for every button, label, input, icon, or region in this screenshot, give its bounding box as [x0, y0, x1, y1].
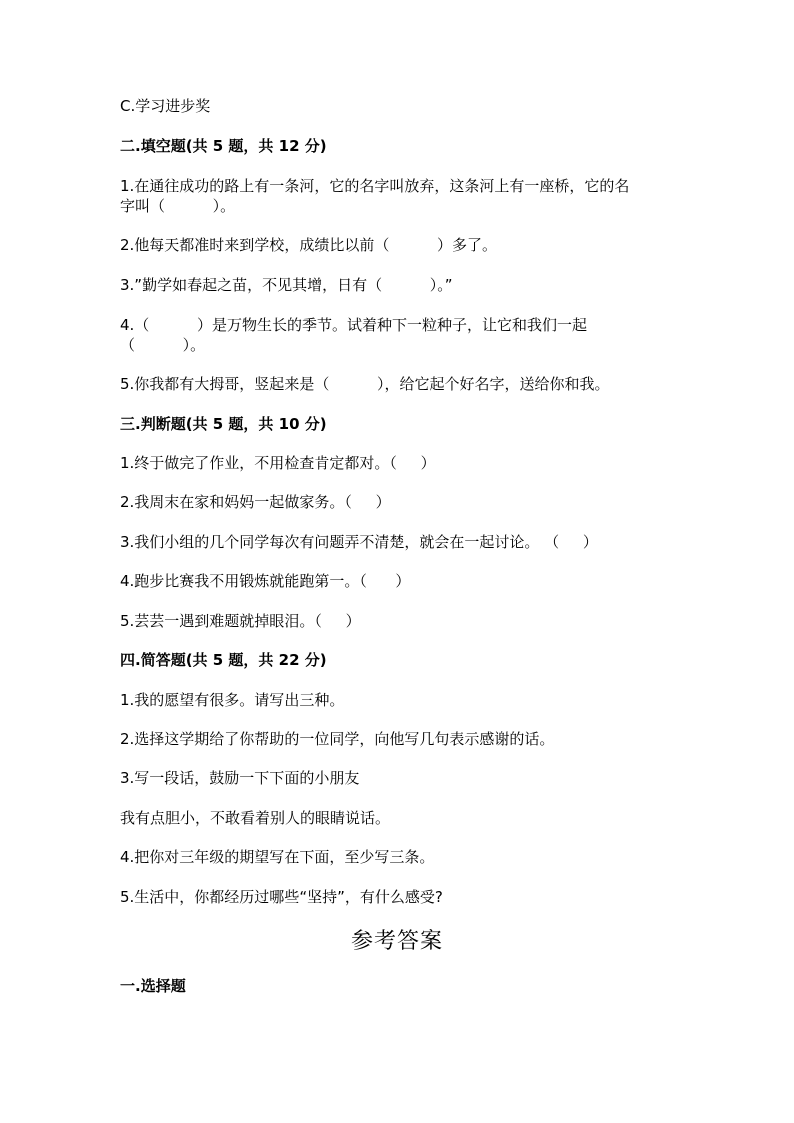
- judge-question-2: 2.我周末在家和妈妈一起做家务。（ ）: [120, 493, 391, 511]
- judge-question-3: 3.我们小组的几个同学每次有问题弄不清楚，就会在一起讨论。 （ ）: [120, 533, 598, 551]
- answers-section-1-heading: 一.选择题: [120, 977, 186, 995]
- fill-question-2: 2.他每天都准时来到学校，成绩比以前（ ）多了。: [120, 236, 497, 254]
- judge-question-5: 5.芸芸一遇到难题就掉眼泪。（ ）: [120, 612, 361, 630]
- short-question-4: 4.把你对三年级的期望写在下面，至少写三条。: [120, 848, 435, 866]
- short-section-heading: 四.简答题(共 5 题，共 22 分): [120, 651, 327, 669]
- judge-section-heading: 三.判断题(共 5 题，共 10 分): [120, 415, 327, 433]
- judge-question-1: 1.终于做完了作业，不用检查肯定都对。（ ）: [120, 454, 436, 472]
- short-question-5: 5.生活中，你都经历过哪些“坚持”，有什么感受?: [120, 888, 443, 906]
- judge-question-4: 4.跑步比赛我不用锻炼就能跑第一。（ ）: [120, 572, 411, 590]
- fill-question-1-line-1: 1.在通往成功的路上有一条河，它的名字叫放弃，这条河上有一座桥，它的名: [120, 177, 630, 195]
- fill-question-4-line-1: 4.（ ）是万物生长的季节。试着种下一粒种子，让它和我们一起: [120, 316, 587, 334]
- short-question-3-detail: 我有点胆小，不敢看着别人的眼睛说话。: [120, 809, 391, 827]
- short-question-1: 1.我的愿望有很多。请写出三种。: [120, 691, 345, 709]
- option-c: C.学习进步奖: [120, 97, 211, 115]
- fill-section-heading: 二.填空题(共 5 题，共 12 分): [120, 137, 327, 155]
- fill-question-3: 3.”勤学如春起之苗，不见其增，日有（ ）。”: [120, 276, 453, 294]
- answers-title: 参考答案: [350, 929, 443, 954]
- short-question-3: 3.写一段话，鼓励一下下面的小朋友: [120, 769, 360, 787]
- fill-question-5: 5.你我都有大拇哥，竖起来是（ ），给它起个好名字，送给你和我。: [120, 375, 610, 393]
- fill-question-4-line-2: （ ）。: [120, 336, 206, 354]
- short-question-2: 2.选择这学期给了你帮助的一位同学，向他写几句表示感谢的话。: [120, 730, 555, 748]
- fill-question-1-line-2: 字叫（ ）。: [120, 197, 236, 215]
